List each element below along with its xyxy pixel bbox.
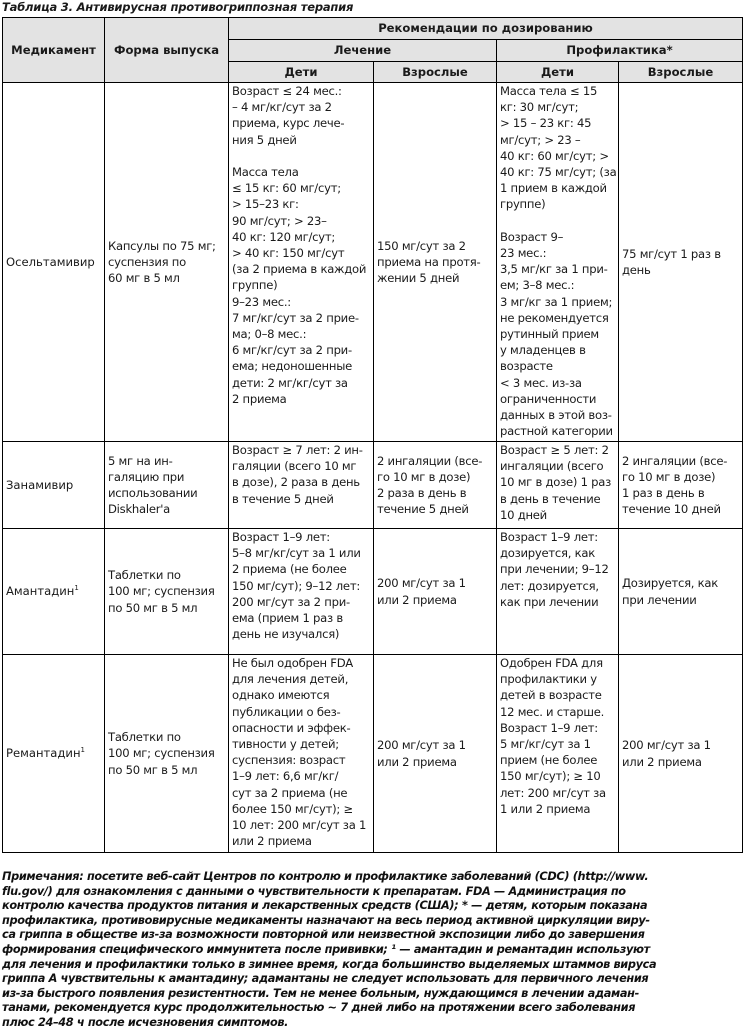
cell-line: Таблетки по (108, 730, 181, 745)
note-line: са гриппа в обществе из-за возможности повторной или неизвестной экспозиции либо до завершения (2, 928, 645, 942)
cell-line: 200 мг/сут за 1 (377, 576, 466, 591)
cell-line: ограниченности (500, 391, 597, 406)
cell-line: > 15 – 23 кг: 45 (500, 116, 592, 131)
cell-line: или 2 приема (622, 754, 702, 769)
cell-line: 200 мг/сут за 2 при- (232, 594, 350, 609)
cell-line: ма; 0–8 мес.: (232, 327, 307, 342)
footnote-mark: 1 (74, 584, 79, 593)
cell-line: группе) (500, 197, 546, 212)
cell-line: опасности и эффек- (232, 720, 351, 735)
cell-line: Возраст 1–9 лет: (500, 530, 598, 544)
cell-line: (за 2 приема в каждой (232, 262, 367, 277)
cell-line: ема; недоношенные (232, 359, 353, 374)
header-prophylaxis-adults: Взрослые (619, 62, 743, 83)
note-line: Примечания: посетите веб-сайт Центров по контролю и профилактике заболеваний (CDC) (http://www. (2, 870, 649, 883)
cell-line: > 15–23 кг: (232, 197, 299, 212)
cell-line: более 150 мг/сут); ≥ (232, 801, 353, 816)
table-row (3, 529, 743, 655)
cell-line: ≤ 15 кг: 60 мг/сут; (232, 181, 341, 196)
table-row (3, 655, 743, 853)
cell-line: не рекомендуется (500, 310, 609, 325)
header-treatment-adults: Взрослые (374, 62, 497, 83)
table-row (3, 83, 743, 442)
cell-drug (3, 442, 105, 529)
cell-line: Возраст ≤ 24 мес.: (232, 84, 342, 98)
cell-line: 100 мг; суспензия (108, 584, 215, 599)
cell-line: 2 приема (232, 391, 287, 406)
cell-line: 40 кг: 120 мг/сут; (232, 229, 336, 244)
cell-line: растной категории (500, 424, 613, 439)
table-notes (2, 870, 742, 1031)
cell-line: Капсулы по 75 мг; (108, 238, 216, 253)
cell-prophylaxis-children (497, 442, 619, 529)
cell-line: 2 раза в день в (377, 486, 467, 500)
cell-line: 60 мг в 5 мл (108, 271, 180, 286)
cell-treatment-children (229, 83, 374, 442)
cell-line: < 3 мес. из-за (500, 375, 582, 390)
note-line: плюс 24–48 ч после исчезновения симптомов. (2, 1015, 289, 1029)
cell-line: течение 10 дней (622, 502, 721, 517)
cell-line: Возраст ≥ 5 лет: 2 (500, 443, 609, 457)
cell-treatment-adults (374, 442, 497, 529)
cell-line: Возраст ≥ 7 лет: 2 ин- (232, 443, 363, 457)
cell-form (105, 655, 229, 853)
cell-line: 5–8 мг/кг/сут за 1 или (232, 546, 361, 561)
drug-name: Амантадин (6, 584, 75, 599)
cell-line: 2 приема (не более (232, 562, 347, 577)
cell-line: использовании (108, 486, 198, 500)
cell-treatment-children (229, 529, 374, 655)
cell-line: Масса тела ≤ 15 (500, 84, 598, 98)
cell-line: суспензия по (108, 254, 186, 269)
cell-line: по 50 мг в 5 мл (108, 600, 198, 615)
note-line: flu.gov/) для ознакомления с данными о чувствительности к препаратам. FDA — Администрация по (2, 884, 626, 898)
cell-line: ем; 3–8 мес.: (500, 278, 575, 293)
cell-line: лет: дозируется, (500, 578, 599, 593)
cell-line: детей в возрасте (500, 688, 602, 703)
note-line: формирования специфического иммунитета после прививки; ¹ — амантадин и ремантадин используют (2, 942, 650, 956)
cell-line: рутинный прием (500, 327, 599, 342)
cell-line: публикации о без- (232, 704, 341, 719)
cell-line: в течение 5 дней (232, 491, 334, 506)
cell-line: 3,5 мг/кг за 1 при- (500, 262, 608, 277)
cell-line: 23 мес.: (500, 246, 547, 261)
cell-line: при лечении (622, 592, 697, 607)
cell-treatment-adults (374, 655, 497, 853)
cell-line: или 2 приема (377, 754, 457, 769)
note-line: гриппа А чувствительны к амантадину; адамантаны не следует использовать для первичного лечения (2, 972, 649, 986)
cell-prophylaxis-adults (619, 83, 743, 442)
cell-treatment-adults (374, 83, 497, 442)
cell-line: 1 прием в каждой (500, 181, 607, 196)
cell-line: 6 мг/кг/сут за 2 при- (232, 343, 352, 358)
cell-line: возрасте (500, 359, 553, 374)
header-prophylaxis-children: Дети (497, 62, 619, 83)
cell-line: > 40 кг: 150 мг/сут (232, 246, 345, 261)
cell-line: при лечении; 9–12 (500, 562, 609, 577)
cell-line: 40 кг: 60 мг/сут; > (500, 148, 609, 163)
cell-drug (3, 83, 105, 442)
cell-line: 100 мг; суспензия (108, 746, 215, 761)
cell-line: в дозе), 2 раза в день (232, 475, 360, 490)
cell-line: 150 мг/сут); ≥ 10 (500, 769, 601, 784)
note-line: контролю качества продуктов питания и лекарственных средств (США); * — детям, которым показана (2, 899, 648, 913)
cell-line: 10 мг в дозе) 1 раз (500, 475, 612, 490)
table-caption: Таблица 3. Антивирусная противогриппозная терапия (2, 0, 354, 14)
cell-line: – 4 мг/кг/сут за 2 (232, 100, 332, 115)
cell-line: тивности у детей; (232, 737, 339, 752)
header-form: Форма выпуска (105, 18, 229, 83)
cell-line: Не был одобрен FDA (232, 656, 353, 670)
note-line: из-за быстрого появления резистентности. Тем не менее больным, нуждающимся в лечении адаман- (2, 986, 639, 1000)
cell-line: ния 5 дней (232, 132, 297, 147)
cell-line: 10 дней (500, 507, 547, 522)
cell-line: группе) (232, 278, 278, 293)
cell-line: Одобрен FDA для (500, 656, 603, 670)
cell-line: 5 мг/кг/сут за 1 (500, 737, 591, 752)
cell-line: 3 мг/кг за 1 прием; (500, 294, 613, 309)
cell-line: по 50 мг в 5 мл (108, 762, 198, 777)
cell-line: 75 мг/сут 1 раз в (622, 246, 721, 261)
header-treatment: Лечение (229, 40, 497, 62)
cell-line: день (622, 263, 651, 277)
cell-line: для лечения детей, (232, 672, 349, 687)
cell-line: Масса тела (232, 165, 299, 180)
note-line: для лечения и профилактики только в зимнее время, когда большинство выделяемых штаммов вируса (2, 957, 657, 971)
cell-line: 150 мг/сут за 2 (377, 238, 466, 253)
cell-line: 7 мг/кг/сут за 2 прие- (232, 310, 359, 325)
cell-form (105, 529, 229, 655)
cell-line: 12 мес. и старше. (500, 704, 605, 719)
cell-line: 200 мг/сут за 1 (622, 738, 711, 753)
cell-line: у младенцев в (500, 343, 586, 358)
cell-form (105, 442, 229, 529)
cell-prophylaxis-children (497, 529, 619, 655)
cell-line: дозируется, как (500, 546, 595, 561)
note-line: профилактика, противовирусные медикаменты назначают на весь период активной циркуляции виру- (2, 913, 650, 927)
cell-line: Возраст 1–9 лет: (500, 720, 598, 735)
header-prophylaxis: Профилактика* (497, 40, 743, 62)
table-row (3, 442, 743, 529)
cell-line: как при лечении (500, 594, 599, 609)
cell-form (105, 83, 229, 442)
drug-name: Осельтамивир (6, 254, 95, 269)
cell-line (232, 148, 370, 164)
cell-line: день не изучался) (232, 627, 340, 642)
cell-line: в день в течение (500, 491, 601, 506)
cell-line: сут за 2 приема (не (232, 785, 348, 800)
cell-line: или 2 приема (232, 834, 312, 849)
drug-name: Занамивир (6, 477, 74, 492)
cell-line: дети: 2 мг/кг/сут за (232, 375, 348, 390)
cell-line: течение 5 дней (377, 502, 469, 517)
cell-line: жении 5 дней (377, 271, 460, 286)
cell-line: Diskhaler'а (108, 502, 171, 517)
cell-line: или 2 приема (377, 592, 457, 607)
cell-line: лет: 200 мг/сут за (500, 785, 606, 800)
cell-line: приема на протя- (377, 254, 481, 269)
cell-line: Возраст 9– (500, 229, 564, 244)
header-dosing: Рекомендации по дозированию (229, 18, 743, 40)
cell-line: галяции (всего 10 мг (232, 459, 357, 474)
cell-line: 10 лет: 200 мг/сут за 1 (232, 818, 367, 833)
cell-treatment-children (229, 442, 374, 529)
cell-line: однако имеются (232, 688, 330, 703)
cell-line: мг/сут; > 23 – (500, 132, 581, 147)
header-drug: Медикамент (3, 18, 105, 83)
cell-line: 1 раз в день в (622, 486, 705, 500)
cell-treatment-adults (374, 529, 497, 655)
drug-name: Ремантадин (6, 746, 81, 761)
cell-line: 150 мг/сут); 9–12 лет: (232, 578, 360, 593)
cell-line: приема, курс лече- (232, 116, 345, 131)
cell-prophylaxis-adults (619, 529, 743, 655)
cell-line: 1 или 2 приема (500, 801, 591, 816)
note-line: танами, рекомендуется курс продолжительностью ~ 7 дней либо на протяжении всего заболевания (2, 1001, 636, 1015)
cell-prophylaxis-adults (619, 655, 743, 853)
cell-line: ема (прием 1 раз в (232, 611, 343, 626)
cell-line (500, 213, 615, 229)
cell-line: 200 мг/сут за 1 (377, 738, 466, 753)
cell-line: Дозируется, как (622, 576, 719, 591)
cell-drug (3, 655, 105, 853)
cell-prophylaxis-children (497, 655, 619, 853)
cell-line: прием (не более (500, 753, 598, 768)
cell-line: 2 ингаляции (все- (622, 453, 728, 468)
cell-line: Таблетки по (108, 568, 181, 583)
cell-line: ингаляции (всего (500, 459, 604, 474)
cell-line: галяцию при (108, 469, 185, 484)
cell-line: кг: 30 мг/сут; (500, 100, 579, 115)
footnote-mark: 1 (80, 746, 86, 755)
cell-line: го 10 мг в дозе) (622, 469, 716, 484)
cell-line: 2 ингаляции (все- (377, 453, 483, 468)
cell-line: 9–23 мес.: (232, 294, 291, 309)
cell-line: 5 мг на ин- (108, 453, 173, 468)
cell-prophylaxis-children (497, 83, 619, 442)
cell-line: данных в этой воз- (500, 408, 612, 423)
cell-line: суспензия: возраст (232, 753, 346, 768)
cell-line: 90 мг/сут; > 23– (232, 213, 327, 228)
cell-treatment-children (229, 655, 374, 853)
antiviral-table (2, 17, 743, 853)
cell-prophylaxis-adults (619, 442, 743, 529)
cell-drug (3, 529, 105, 655)
cell-line: 1–9 лет: 6,6 мг/кг/ (232, 769, 339, 784)
cell-line: го 10 мг в дозе) (377, 469, 471, 484)
cell-line: Возраст 1–9 лет: (232, 530, 330, 544)
cell-line: профилактики у (500, 672, 597, 687)
header-treatment-children: Дети (229, 62, 374, 83)
cell-line: 40 кг: 75 мг/сут; (за (500, 165, 617, 180)
